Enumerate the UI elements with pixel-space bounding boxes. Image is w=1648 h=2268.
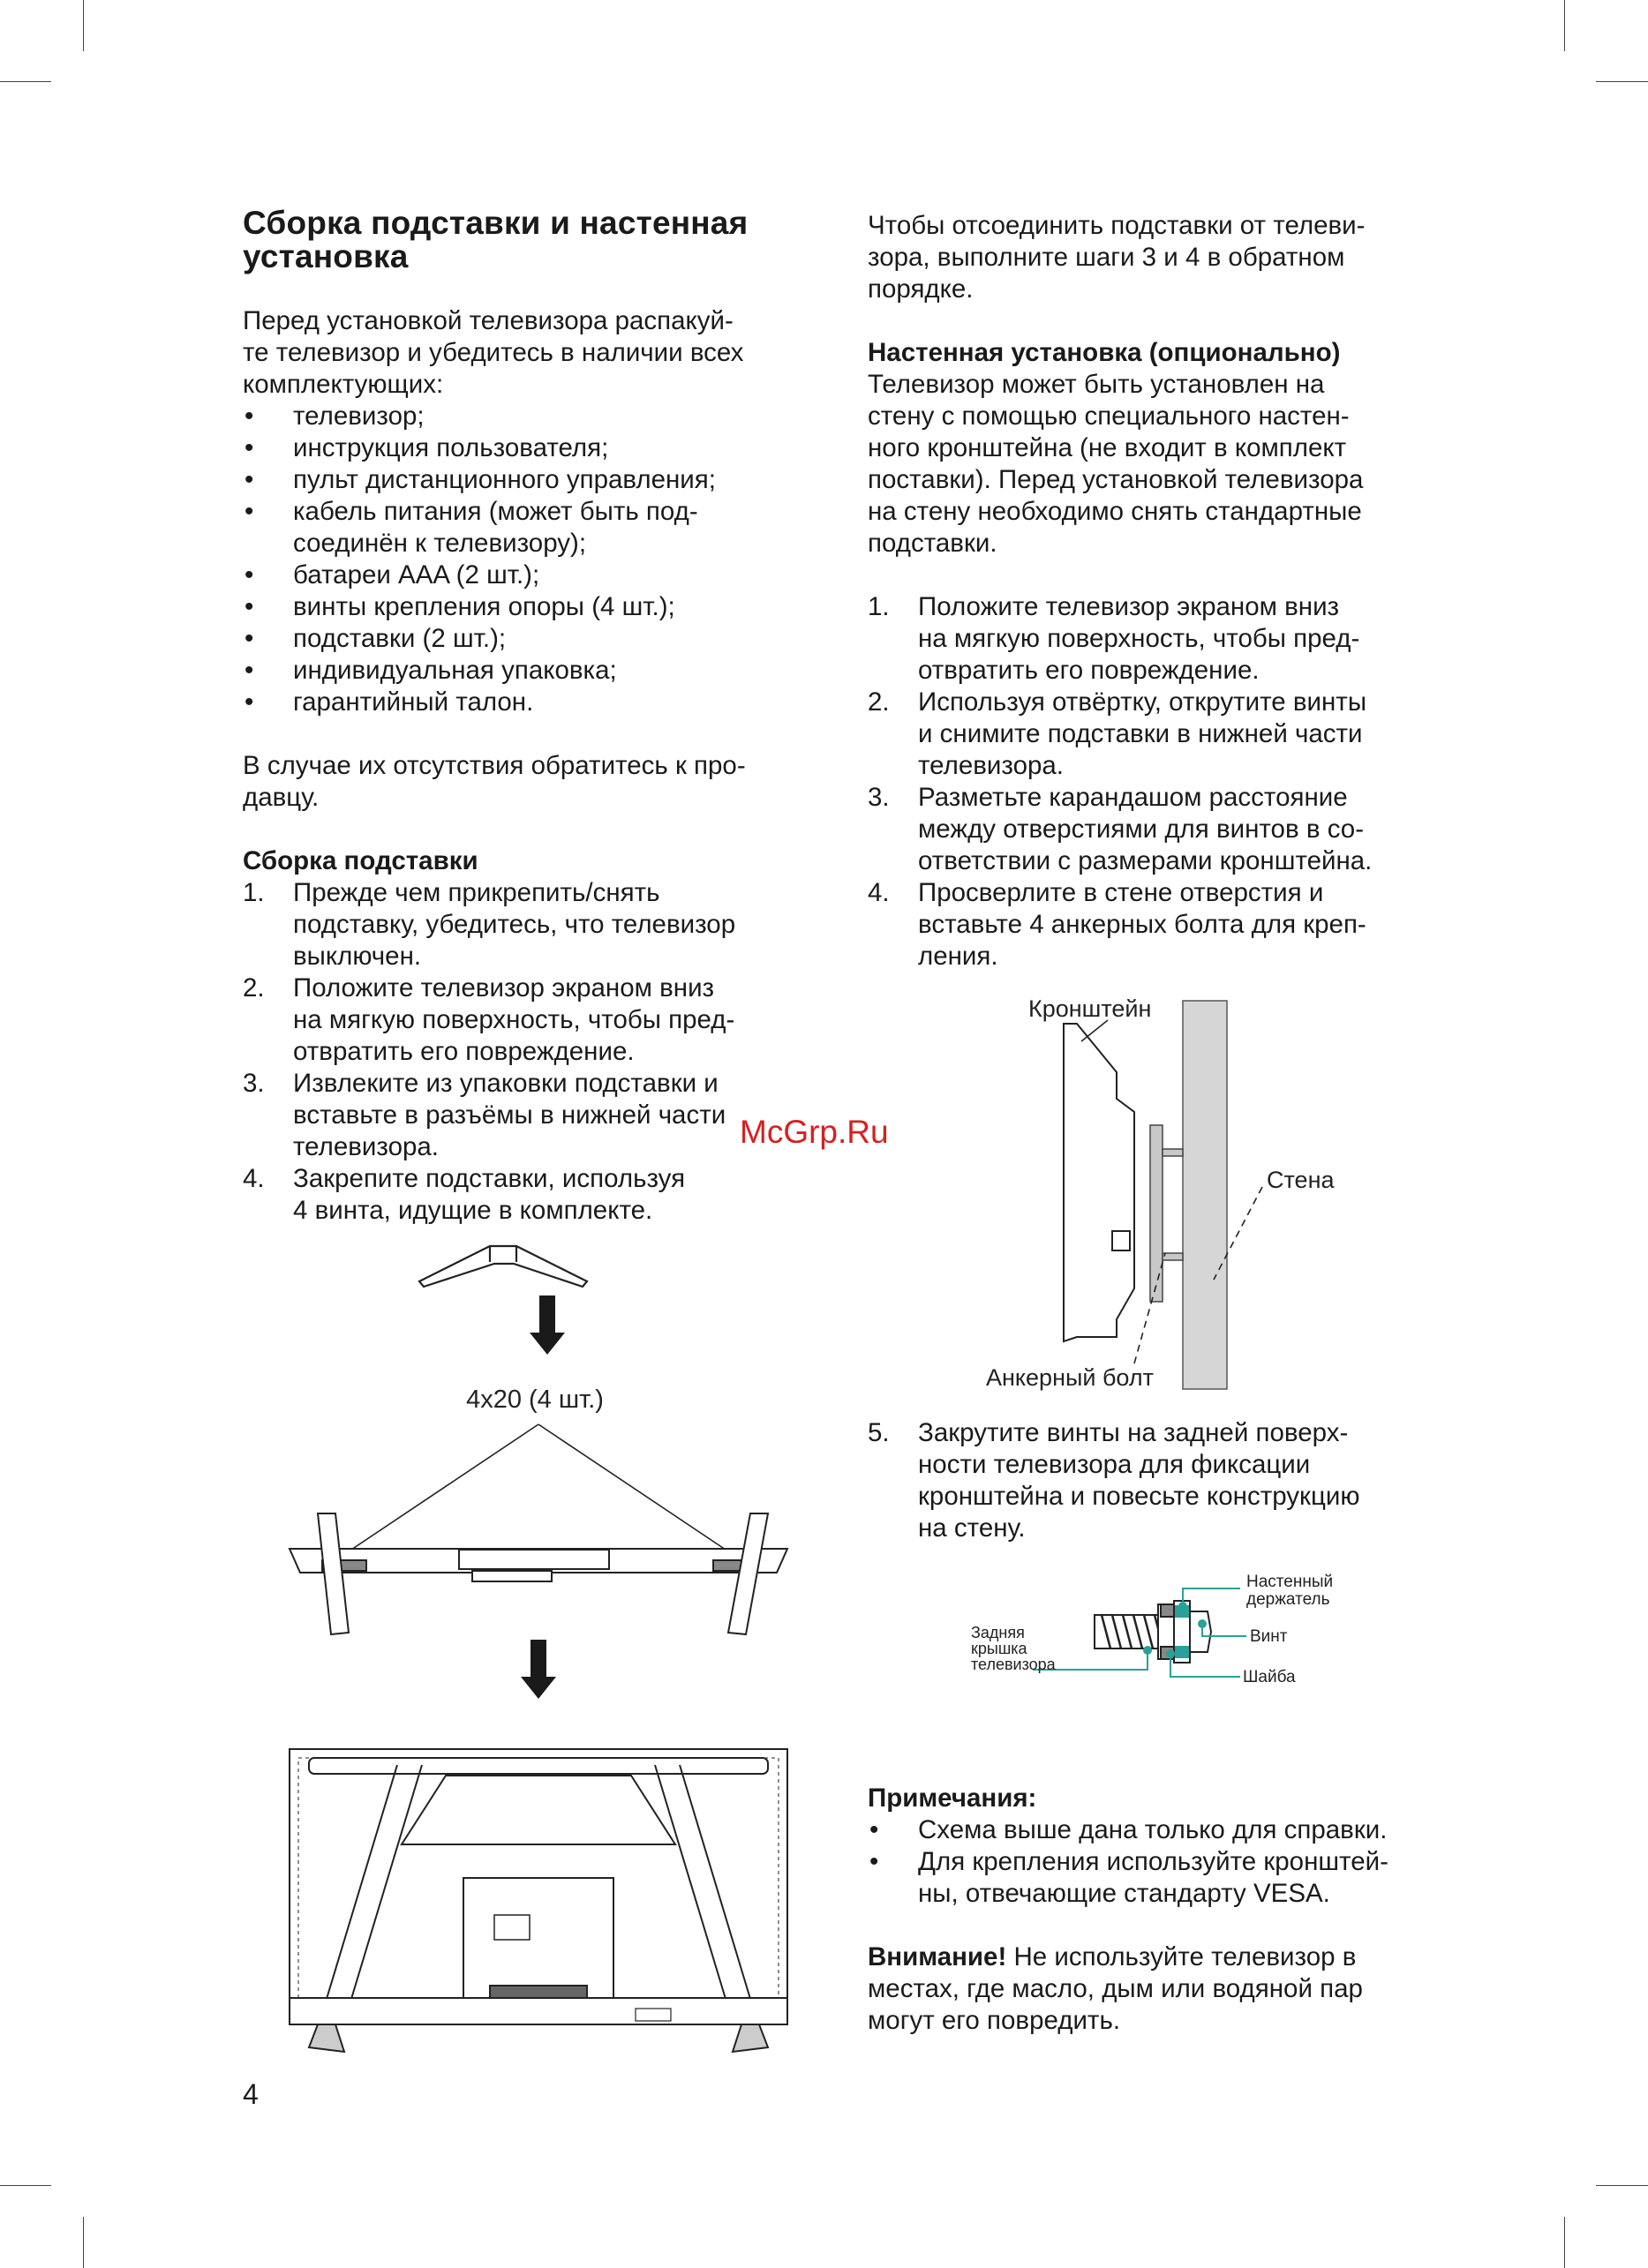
step-item: 4. Закрепите подставки, используя 4 винта, идущие в комплекте. — [243, 1164, 686, 1225]
step-item: 2. Положите телевизор экраном вниз на мягкую поверхность, чтобы пред- отвратить его повреждение. — [243, 973, 735, 1066]
tv-back-illustration — [290, 1749, 787, 2052]
list-item: • батареи AAA (2 шт.); — [243, 559, 843, 591]
list-item: • Для крепления используйте кронштей- ны, отвечающие стандарту VESA. — [868, 1846, 1468, 1910]
screw-detail-figure — [971, 1571, 1377, 1721]
crop-mark — [0, 81, 51, 82]
crop-mark — [1596, 81, 1648, 82]
step-item: 4. Просверлите в стене отверстия и вставьте 4 анкерных болта для креп- ления. — [868, 878, 1366, 971]
back-cover-label: телевизора — [971, 1656, 1056, 1673]
wall-label: Стена — [1267, 1167, 1335, 1193]
back-cover-label: крышка — [971, 1640, 1027, 1657]
crop-mark — [83, 0, 84, 51]
step-item: 5. Закрутите винты на задней поверх- ности телевизора для фиксации кронштейна и повесьте конструкцию на стену. — [868, 1418, 1360, 1543]
list-item: • кабель питания (может быть под- соединён к телевизору); — [243, 496, 843, 559]
page-number: 4 — [243, 2078, 259, 2110]
step-item: 1. Прежде чем прикрепить/снять подставку, убедитесь, что телевизор выключен. — [243, 878, 736, 971]
bracket-illustration — [1150, 1125, 1183, 1302]
page-title: Сборка подставки и настенная установка — [243, 205, 749, 274]
detach-text: Чтобы отсоединить подставки от телеви- — [868, 211, 1366, 240]
detach-text: порядке. — [868, 274, 974, 304]
wall-intro: стену с помощью специального настен- — [868, 402, 1350, 431]
step5-block — [868, 1417, 1468, 1544]
step-item: 3. Разметьте карандашом расстояние между отверстиями для винтов в со- ответствии с размерами кронштейна. — [868, 783, 1373, 875]
contents-list — [243, 401, 843, 718]
holder-label: держатель — [1246, 1590, 1330, 1609]
screw-illustration — [1095, 1601, 1211, 1663]
notes-block — [868, 1783, 1468, 2037]
step-item: 3. Извлеките из упаковки подставки и вставьте в разъёмы в нижней части телевизора. — [243, 1069, 726, 1161]
wall-intro: ного кронштейна (не входит в комплект — [868, 433, 1347, 462]
stand-heading: Сборка подставки — [243, 846, 478, 875]
wall-intro: поставки). Перед установкой телевизора — [868, 465, 1364, 494]
holder-label: Настенный — [1246, 1573, 1334, 1591]
absence-text: давцу. — [243, 783, 320, 812]
step-item: 1. Положите телевизор экраном вниз на мягкую поверхность, чтобы пред- отвратить его повреждение. — [868, 592, 1360, 685]
arrow-down-icon — [530, 1295, 565, 1355]
wall-intro: на стену необходимо снять стандартные — [868, 497, 1362, 526]
stand-assembly-figure — [282, 1227, 812, 2065]
crop-mark — [1564, 2217, 1565, 2268]
intro-line: те телевизор и убедитесь в наличии всех — [243, 338, 744, 367]
arrow-down-icon — [521, 1640, 556, 1699]
list-item: • подставки (2 шт.); — [243, 623, 843, 655]
absence-text: В случае их отсутствия обратитесь к про- — [243, 751, 746, 780]
anchor-label: Анкерный болт — [986, 1364, 1154, 1391]
list-item: • телевизор; — [243, 401, 843, 432]
intro-line: комплектующих: — [243, 370, 444, 399]
washer-label: Шайба — [1243, 1668, 1296, 1686]
warning-label: Внимание! — [868, 1942, 1007, 1971]
right-column — [868, 210, 1468, 973]
warning-text: могут его повредить. — [868, 2006, 1121, 2035]
crop-mark — [1564, 0, 1565, 51]
crop-mark — [83, 2217, 84, 2268]
warning-text: местах, где масло, дым или водяной пар — [868, 1974, 1363, 2003]
bracket-label: Кронштейн — [1028, 995, 1152, 1022]
back-cover-label: Задняя — [971, 1624, 1025, 1641]
crop-mark — [0, 2185, 51, 2186]
detach-text: зора, выполните шаги 3 и 4 в обратном — [868, 243, 1345, 272]
tv-side-illustration — [1064, 1024, 1134, 1341]
list-item: • индивидуальная упаковка; — [243, 655, 843, 687]
stand-steps — [243, 877, 843, 1227]
wall-intro: Телевизор может быть установлен на — [868, 370, 1325, 399]
step-item: 2. Используя отвёртку, открутите винты и снимите подставки в нижней части телевизора. — [868, 687, 1367, 780]
wall-heading: Настенная установка (опционально) — [868, 338, 1341, 367]
notes-list — [868, 1814, 1468, 1910]
wall-mount-figure — [975, 988, 1373, 1394]
warning-text: Внимание! Не используйте телевизор в — [868, 1942, 1357, 1971]
list-item: • винты крепления опоры (4 шт.); — [243, 591, 843, 623]
notes-heading: Примечания: — [868, 1784, 1037, 1813]
list-item: • инструкция пользователя; — [243, 432, 843, 464]
wall-intro: подставки. — [868, 529, 997, 558]
screw-label-fig: Винт — [1250, 1627, 1288, 1646]
screw-label: 4x20 (4 шт.) — [466, 1386, 604, 1414]
list-item: • Схема выше дана только для справки. — [868, 1814, 1468, 1846]
left-column — [243, 207, 843, 1227]
tv-underside-illustration — [290, 1513, 787, 1634]
watermark: McGrp.Ru — [740, 1114, 889, 1150]
wall-illustration — [1183, 1001, 1227, 1389]
crop-mark — [1596, 2185, 1648, 2186]
wall-steps — [868, 591, 1468, 973]
list-item: • гарантийный талон. — [243, 687, 843, 718]
stand-piece-illustration — [419, 1246, 587, 1287]
list-item: • пульт дистанционного управления; — [243, 464, 843, 496]
intro-line: Перед установкой телевизора распакуй- — [243, 306, 734, 335]
